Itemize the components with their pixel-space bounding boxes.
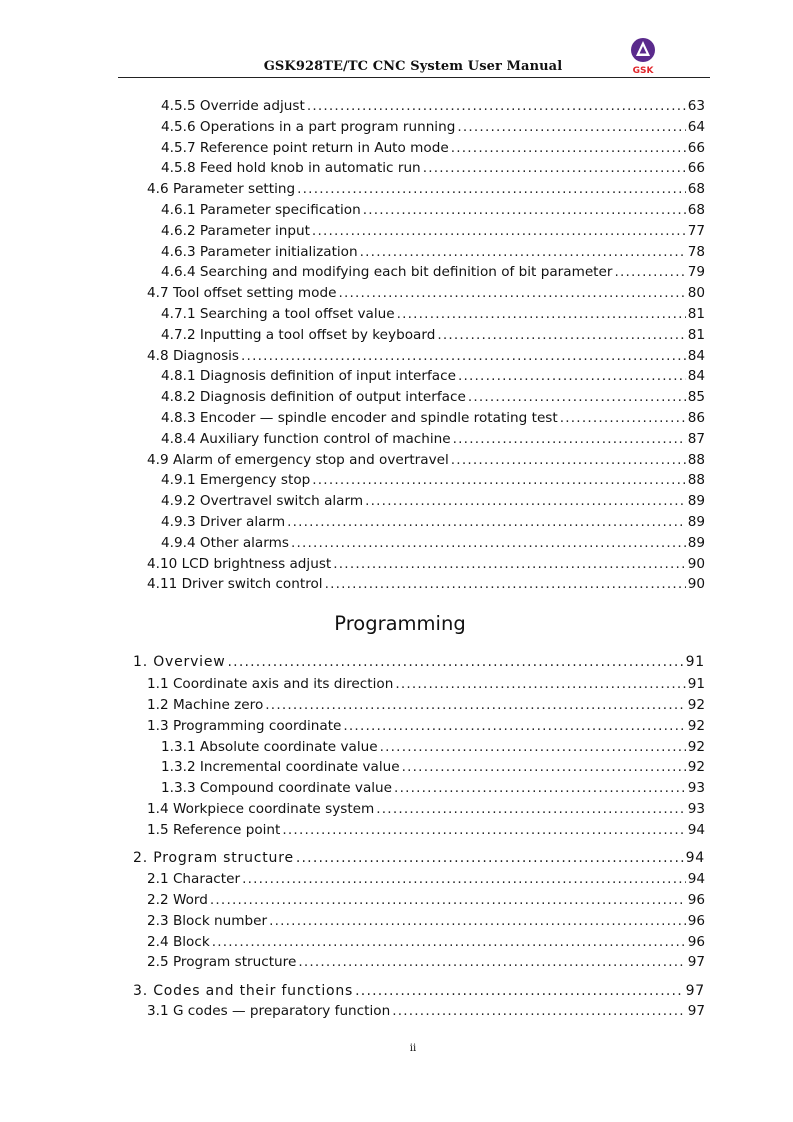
toc-entry[interactable]: [161, 159, 705, 177]
logo-text: GSK: [632, 66, 654, 76]
toc-entry-title: 4.9 Alarm of emergency stop and overtravel: [147, 451, 449, 468]
toc-dot-leader: [394, 779, 686, 797]
toc-dot-leader: [402, 758, 686, 776]
toc-dot-leader: [457, 118, 685, 136]
toc-dot-leader: [453, 430, 686, 448]
toc-entry[interactable]: [161, 97, 705, 115]
toc-dot-leader: [312, 222, 686, 240]
toc-entry-page: 68: [687, 181, 705, 198]
toc-entry[interactable]: [161, 492, 705, 510]
toc-dot-leader: [395, 675, 685, 693]
toc-entry-title: 4.9.4 Other alarms: [161, 534, 289, 551]
toc-entry[interactable]: [161, 243, 705, 261]
toc-entry-page: 92: [687, 739, 705, 755]
toc-entry-title: 4.8.1 Diagnosis definition of input interface: [161, 368, 456, 385]
toc-entry-title: 1. Overview: [133, 654, 226, 670]
toc-entry-title: 4.5.8 Feed hold knob in automatic run: [161, 160, 421, 177]
toc-entry-page: 92: [687, 697, 705, 713]
toc-entry[interactable]: [147, 347, 705, 365]
toc-entry[interactable]: [161, 326, 705, 344]
toc-dot-leader: [338, 284, 685, 302]
toc-dot-leader: [560, 409, 686, 427]
toc-entry-title: 2.3 Block number: [147, 913, 268, 929]
toc-entry-title: 4.7.1 Searching a tool offset value: [161, 306, 395, 322]
toc-entry[interactable]: [161, 222, 705, 240]
toc-entry[interactable]: [161, 263, 705, 281]
toc-dot-leader: [298, 953, 685, 971]
toc-entry-title: 1.4 Workpiece coordinate system: [147, 801, 375, 817]
toc-entry-page: 64: [687, 118, 705, 135]
toc-entry[interactable]: [147, 451, 705, 469]
toc-entry-page: 91: [685, 654, 705, 670]
toc-dot-leader: [423, 159, 686, 177]
toc-dot-leader: [376, 800, 685, 818]
toc-entry[interactable]: [133, 982, 705, 1000]
toc-entry[interactable]: [147, 933, 705, 951]
toc-dot-leader: [297, 180, 686, 198]
toc-entry-title: 4.9.1 Emergency stop: [161, 472, 311, 489]
toc-entry-title: 1.2 Machine zero: [147, 697, 264, 713]
toc-entry-title: 3. Codes and their functions: [133, 983, 354, 999]
toc-entry[interactable]: [147, 284, 705, 302]
toc-entry[interactable]: [161, 779, 705, 797]
toc-entry-page: 84: [687, 368, 705, 385]
toc-entry-title: 4.6.4 Searching and modifying each bit definition of bit parameter: [161, 264, 613, 281]
toc-entry-title: 4.8 Diagnosis: [147, 347, 240, 364]
toc-entry-title: 4.6.3 Parameter initialization: [161, 243, 358, 260]
toc-entry-page: 89: [687, 534, 705, 551]
toc-entry-page: 86: [687, 410, 705, 426]
toc-entry-page: 80: [687, 285, 705, 302]
toc-entry[interactable]: [161, 305, 705, 323]
toc-entry-page: 85: [687, 389, 705, 406]
toc-dot-leader: [312, 471, 685, 489]
toc-dot-leader: [282, 821, 685, 839]
toc-entry-page: 66: [687, 139, 705, 156]
toc-entry[interactable]: [161, 201, 705, 219]
toc-entry-title: 4.9.2 Overtravel switch alarm: [161, 493, 364, 510]
toc-dot-leader: [468, 388, 686, 406]
toc-entry[interactable]: [147, 675, 705, 693]
toc-dot-leader: [296, 849, 684, 867]
toc-entry-page: 97: [687, 954, 705, 970]
toc-entry[interactable]: [147, 891, 705, 909]
toc-entry-page: 90: [687, 576, 705, 593]
toc-entry[interactable]: [147, 696, 705, 714]
toc-entry[interactable]: [147, 870, 705, 888]
toc-entry-title: 2.1 Character: [147, 871, 241, 887]
toc-entry-title: 4.8.3 Encoder — spindle encoder and spindle rotating test: [161, 410, 558, 426]
toc-entry[interactable]: [161, 758, 705, 776]
toc-entry-page: 91: [687, 676, 705, 692]
toc-entry-page: 97: [687, 1003, 705, 1019]
toc-entry[interactable]: [147, 953, 705, 971]
toc-entry[interactable]: [161, 738, 705, 756]
toc-entry-title: 4.6.1 Parameter specification: [161, 202, 361, 218]
toc-entry-page: 88: [687, 472, 705, 489]
toc-entry-title: 1.1 Coordinate axis and its direction: [147, 676, 394, 692]
toc-entry-page: 81: [687, 326, 705, 343]
toc-entry-title: 3.1 G codes — preparatory function: [147, 1003, 391, 1019]
programming-heading: Programming: [334, 612, 466, 635]
toc-dot-leader: [333, 555, 685, 573]
toc-entry-title: 4.9.3 Driver alarm: [161, 514, 286, 530]
toc-entry-page: 94: [687, 822, 705, 838]
toc-entry-page: 94: [687, 871, 705, 887]
toc-entry[interactable]: [133, 849, 705, 867]
toc-dot-leader: [269, 912, 686, 930]
toc-entry-title: 1.3 Programming coordinate: [147, 718, 342, 734]
toc-dot-leader: [614, 263, 685, 281]
toc-entry-title: 1.3.1 Absolute coordinate value: [161, 739, 378, 755]
toc-entry-page: 92: [687, 759, 705, 775]
toc-entry-page: 97: [685, 983, 705, 999]
toc-entry-page: 81: [687, 306, 705, 322]
header-rule: [118, 77, 710, 78]
toc-dot-leader: [355, 982, 683, 1000]
toc-dot-leader: [343, 717, 685, 735]
toc-entry-title: 4.5.7 Reference point return in Auto mode: [161, 139, 449, 156]
toc-entry[interactable]: [161, 388, 705, 406]
toc-entry-title: 4.7 Tool offset setting mode: [147, 285, 337, 302]
toc-entry-page: 96: [687, 913, 705, 929]
toc-dot-leader: [451, 139, 686, 157]
toc-entry-page: 93: [687, 801, 705, 817]
toc-dot-leader: [241, 347, 686, 365]
toc-dot-leader: [212, 933, 686, 951]
toc-entry[interactable]: [147, 821, 705, 839]
toc-entry[interactable]: [161, 139, 705, 157]
toc-entry[interactable]: [161, 471, 705, 489]
toc-entry-page: 94: [685, 850, 705, 866]
toc-entry[interactable]: [147, 800, 705, 818]
page-number: ii: [409, 1043, 417, 1054]
toc-dot-leader: [242, 870, 686, 888]
toc-dot-leader: [265, 696, 685, 714]
toc-entry-page: 78: [687, 243, 705, 260]
toc-entry-title: 4.10 LCD brightness adjust: [147, 555, 332, 572]
toc-dot-leader: [392, 1002, 686, 1020]
toc-entry[interactable]: [147, 575, 705, 593]
toc-entry[interactable]: [147, 1002, 705, 1020]
running-header-title: GSK928TE/TC CNC System User Manual: [263, 59, 563, 74]
toc-entry-title: 2. Program structure: [133, 850, 294, 866]
toc-entry-title: 4.8.4 Auxiliary function control of machine: [161, 430, 451, 447]
toc-entry[interactable]: [147, 717, 705, 735]
toc-entry-title: 1.5 Reference point: [147, 822, 281, 838]
toc-entry-page: 96: [687, 892, 705, 908]
toc-dot-leader: [451, 451, 686, 469]
toc-dot-leader: [365, 492, 686, 510]
toc-entry-page: 92: [687, 718, 705, 734]
toc-entry-page: 79: [687, 264, 705, 281]
toc-entry-page: 89: [687, 493, 705, 510]
toc-entry[interactable]: [161, 367, 705, 385]
toc-entry-title: 4.7.2 Inputting a tool offset by keyboard: [161, 326, 436, 343]
toc-entry-page: 96: [687, 934, 705, 950]
toc-dot-leader: [291, 534, 686, 552]
toc-entry-title: 4.5.6 Operations in a part program running: [161, 118, 456, 135]
toc-entry-page: 77: [687, 222, 705, 239]
toc-entry-title: 4.8.2 Diagnosis definition of output interface: [161, 389, 466, 406]
toc-entry-title: 1.3.2 Incremental coordinate value: [161, 759, 400, 775]
toc-entry-title: 4.6 Parameter setting: [147, 181, 296, 198]
toc-entry-page: 66: [687, 160, 705, 177]
toc-dot-leader: [437, 326, 685, 344]
toc-dot-leader: [363, 201, 686, 219]
toc-entry[interactable]: [161, 118, 705, 136]
toc-entry-page: 84: [687, 347, 705, 364]
toc-entry-page: 68: [687, 202, 705, 218]
toc-entry[interactable]: [161, 430, 705, 448]
toc-dot-leader: [287, 513, 686, 531]
toc-entry-title: 4.5.5 Override adjust: [161, 98, 305, 114]
toc-entry[interactable]: [161, 513, 705, 531]
toc-entry-title: 4.11 Driver switch control: [147, 576, 323, 593]
toc-entry[interactable]: [161, 409, 705, 427]
toc-entry-title: 2.4 Block: [147, 934, 210, 950]
gsk-logo: [624, 34, 666, 76]
toc-dot-leader: [307, 97, 686, 115]
toc-dot-leader: [380, 738, 686, 756]
toc-entry-title: 2.2 Word: [147, 892, 208, 908]
toc-entry[interactable]: [133, 653, 705, 671]
toc-dot-leader: [228, 653, 684, 671]
toc-entry-page: 89: [687, 514, 705, 530]
toc-entry-page: 63: [687, 98, 705, 114]
toc-dot-leader: [325, 575, 686, 593]
toc-entry-title: 1.3.3 Compound coordinate value: [161, 780, 393, 796]
toc-entry-page: 93: [687, 780, 705, 796]
toc-entry-title: 4.6.2 Parameter input: [161, 222, 310, 239]
toc-dot-leader: [397, 305, 686, 323]
toc-dot-leader: [458, 367, 686, 385]
toc-entry[interactable]: [147, 180, 705, 198]
toc-entry-page: 88: [687, 451, 705, 468]
toc-entry-page: 87: [687, 430, 705, 447]
toc-entry-page: 90: [687, 555, 705, 572]
toc-dot-leader: [210, 891, 686, 909]
toc-entry-title: 2.5 Program structure: [147, 954, 297, 970]
toc-entry[interactable]: [147, 555, 705, 573]
toc-dot-leader: [360, 243, 686, 261]
toc-entry[interactable]: [161, 534, 705, 552]
toc-entry[interactable]: [147, 912, 705, 930]
